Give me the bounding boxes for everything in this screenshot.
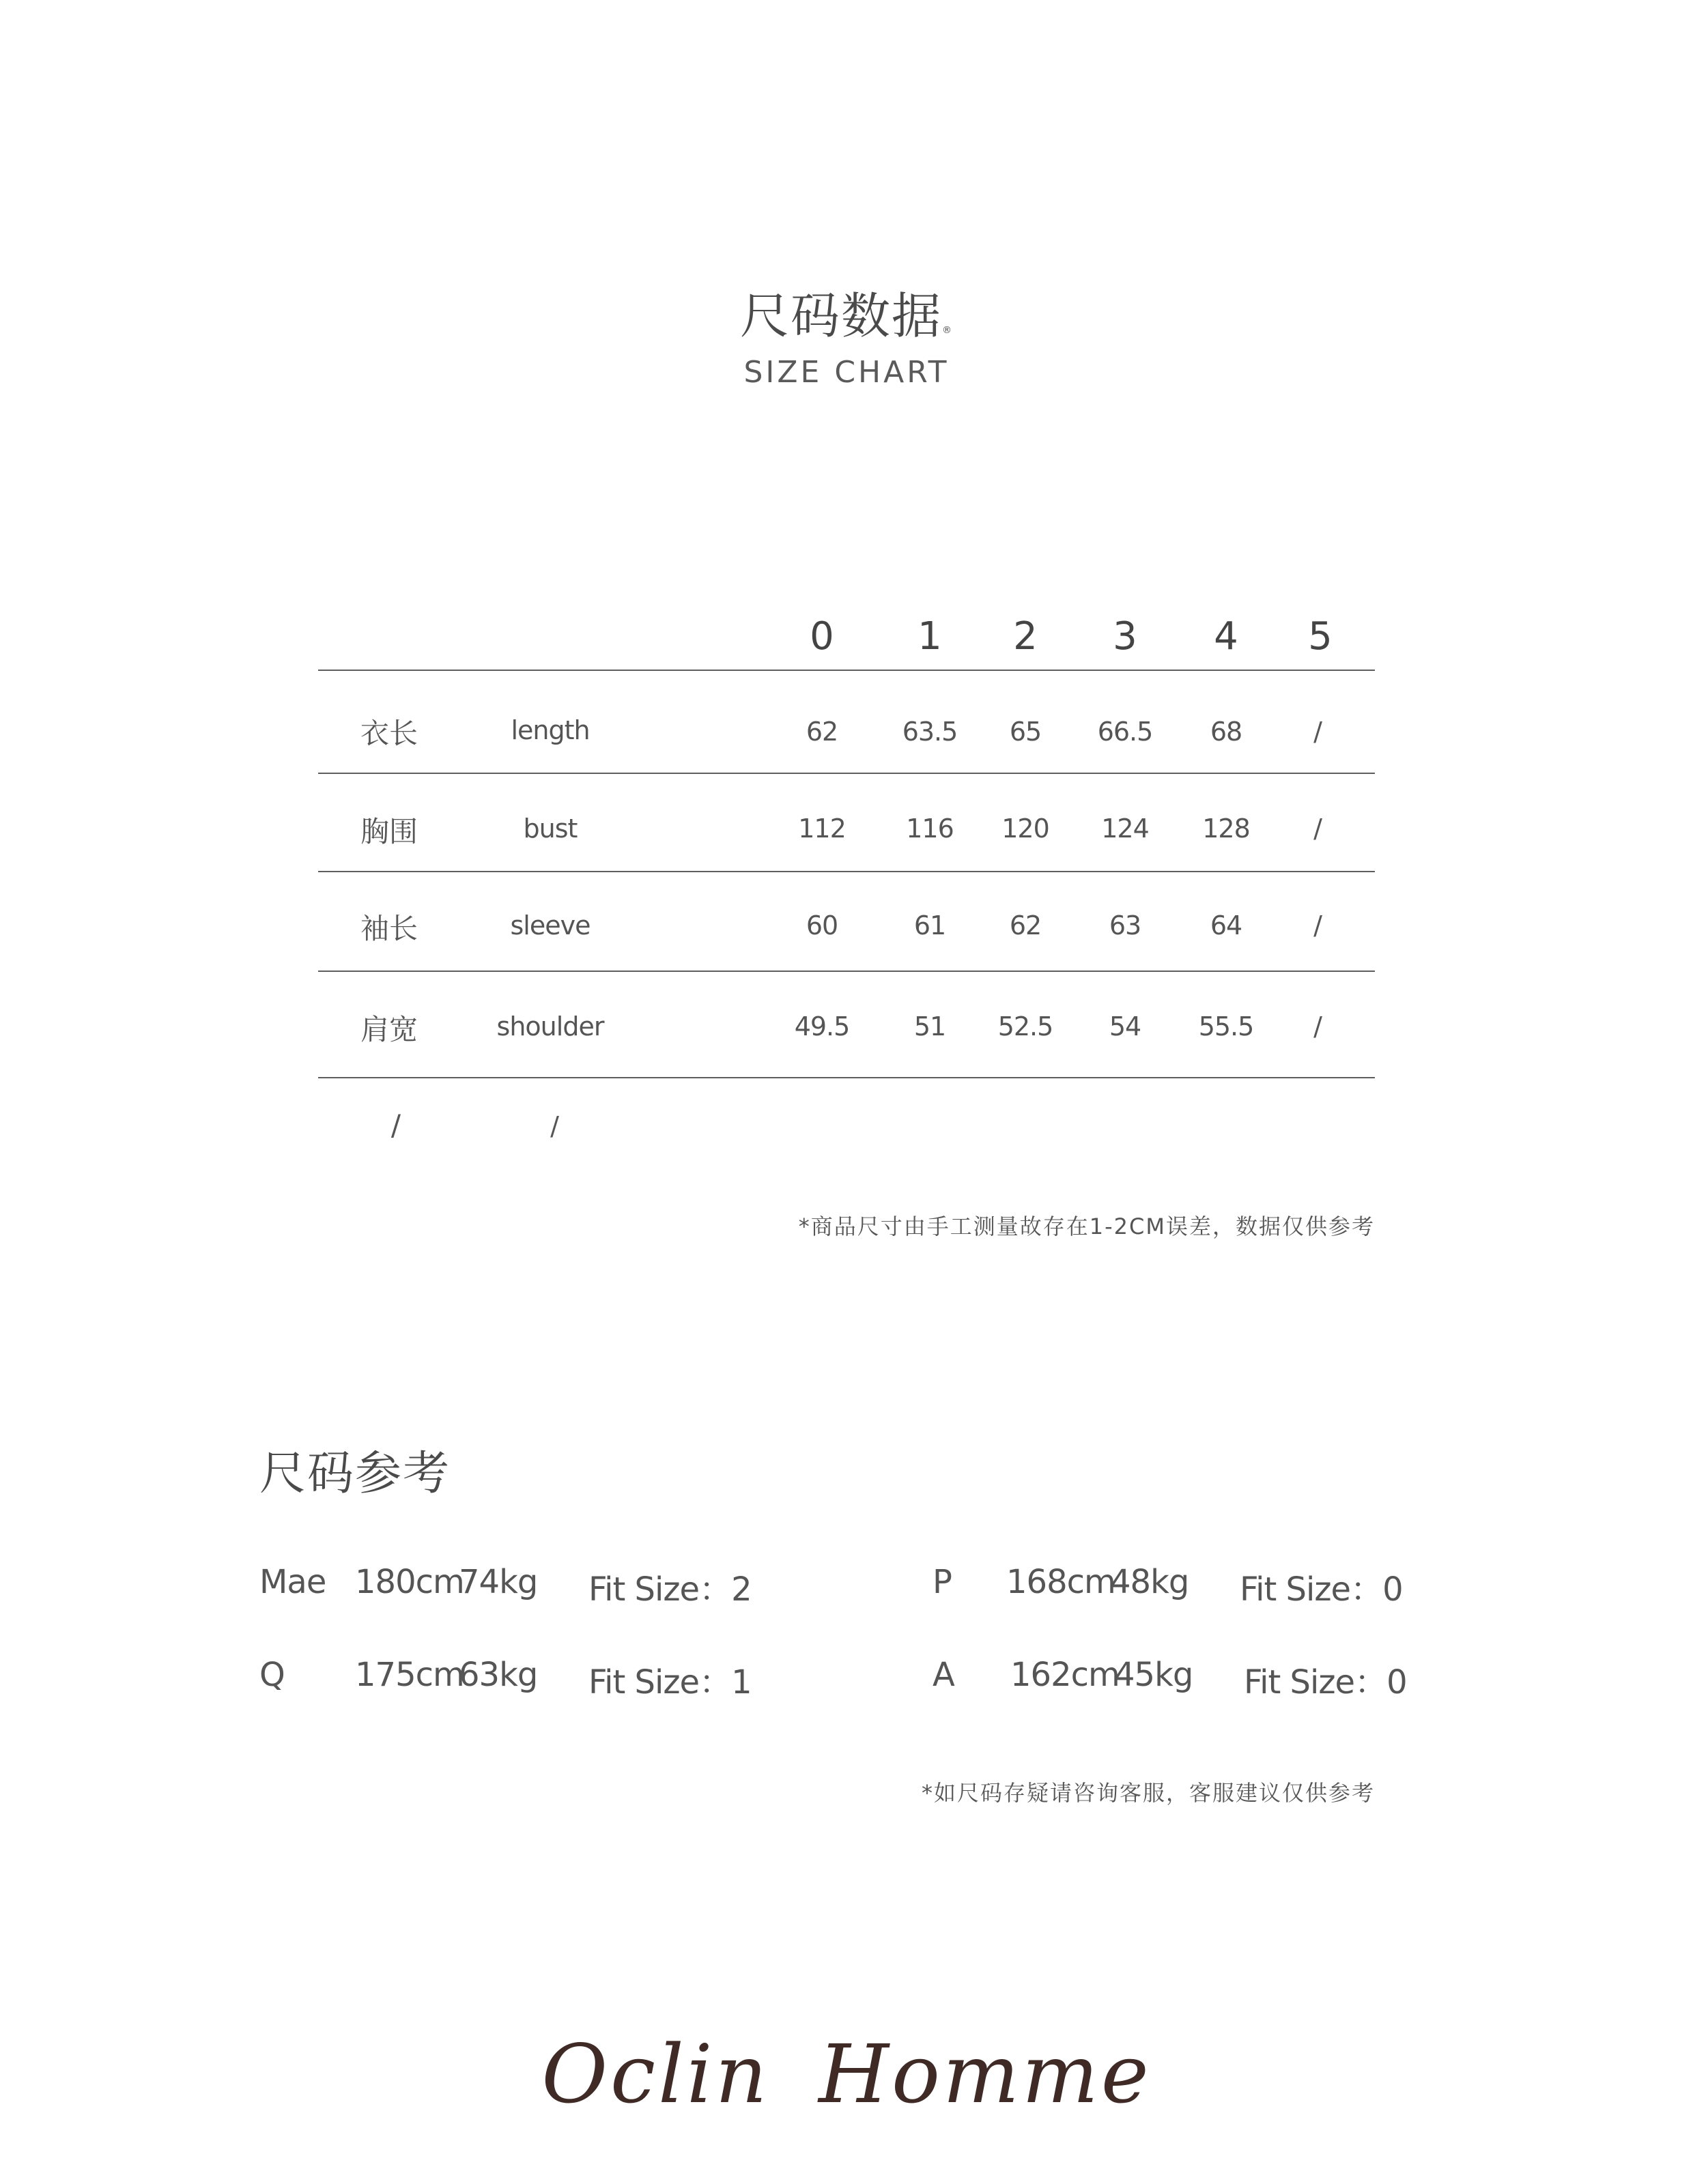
row-label-en: sleeve [510,910,591,940]
table-cell: / [1313,910,1322,940]
table-cell: / [1313,1011,1322,1041]
page-title-text: 尺码数据 [739,287,942,345]
model-name: A [933,1656,954,1694]
model-height: 180cm [355,1563,464,1601]
row-label-cn: 衣长 [360,717,418,750]
size-header-1: 1 [917,614,942,659]
table-cell: 116 [906,814,954,844]
registered-mark: ® [942,325,953,336]
table-cell: 68 [1210,717,1242,747]
table-cell: 62 [1009,910,1042,940]
brand-logo: Oclin Homme [541,2027,1152,2121]
section-title: 尺码参考 [259,1447,451,1501]
row-label-en: bust [523,814,578,844]
table-cell: / [1313,717,1322,747]
table-cell: 54 [1109,1011,1141,1041]
model-weight: 63kg [459,1656,538,1694]
model-name: P [933,1563,952,1601]
size-header-4: 4 [1214,614,1238,659]
model-weight: 48kg [1110,1563,1189,1601]
consult-note: *如尺码存疑请咨询客服，客服建议仅供参考 [921,1780,1375,1806]
model-height: 162cm [1010,1656,1120,1694]
page-subtitle: SIZE CHART [743,355,950,390]
model-weight: 45kg [1114,1656,1193,1694]
table-cell: 66.5 [1097,717,1153,747]
table-cell: 62 [806,717,838,747]
table-cell: 112 [798,814,846,844]
table-cell: 51 [913,1011,946,1041]
model-weight: 74kg [459,1563,538,1601]
table-cell: 120 [1001,814,1049,844]
model-fit-size: Fit Size：0 [1240,1570,1403,1609]
table-divider [318,1077,1375,1078]
table-divider [318,670,1375,671]
table-cell: 124 [1101,814,1149,844]
model-fit-size: Fit Size：2 [588,1570,752,1609]
table-divider [318,971,1375,972]
row-label-cn: 胸围 [360,815,418,848]
table-cell: 128 [1202,814,1250,844]
size-header-5: 5 [1308,614,1333,659]
table-cell: 55.5 [1198,1011,1254,1041]
table-cell: 61 [913,910,946,940]
table-divider [318,871,1375,872]
table-cell: 49.5 [794,1011,850,1041]
row-label-en: / [550,1111,558,1141]
table-cell: 65 [1009,717,1042,747]
page-title [0,276,1693,347]
size-header-0: 0 [810,614,834,659]
model-name: Mae [259,1563,326,1601]
size-header-3: 3 [1113,614,1137,659]
table-divider [318,773,1375,774]
model-fit-size: Fit Size：0 [1244,1663,1407,1701]
table-cell: 63 [1109,910,1141,940]
row-label-cn: 肩宽 [360,1013,418,1046]
table-cell: 63.5 [902,717,958,747]
model-height: 175cm [355,1656,464,1694]
row-label-cn: / [390,1108,401,1142]
table-cell: 64 [1210,910,1242,940]
size-header-2: 2 [1013,614,1038,659]
measurement-note: *商品尺寸由手工测量故存在1-2CM误差，数据仅供参考 [798,1213,1375,1239]
model-name: Q [259,1656,285,1694]
model-height: 168cm [1006,1563,1115,1601]
table-cell: / [1313,814,1322,844]
model-fit-size: Fit Size：1 [588,1663,752,1701]
row-label-cn: 袖长 [360,912,418,945]
table-cell: 60 [806,910,838,940]
row-label-en: length [511,715,590,745]
row-label-en: shoulder [496,1011,604,1041]
table-cell: 52.5 [997,1011,1053,1041]
